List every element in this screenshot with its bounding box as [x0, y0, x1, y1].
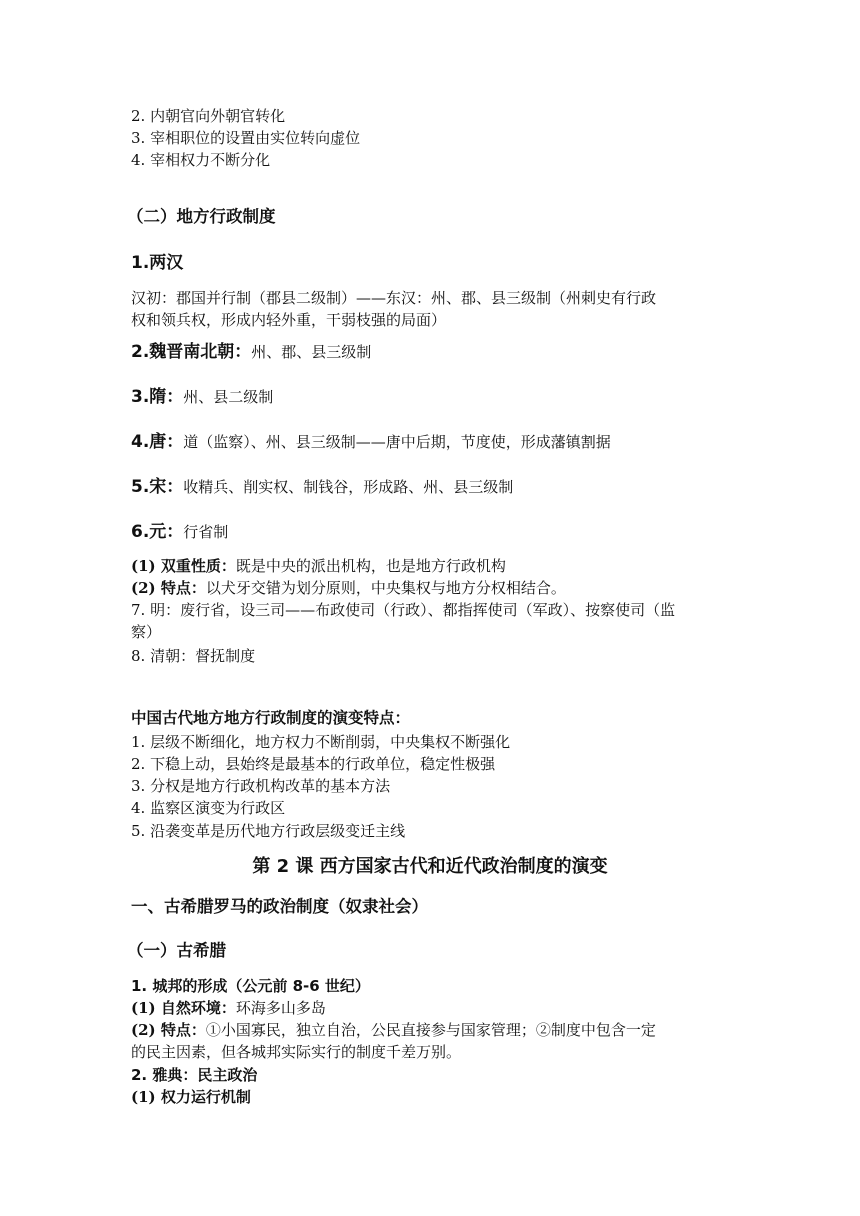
- list-item: [131, 1019, 656, 1041]
- dynasty-row: [131, 431, 611, 453]
- subsection-heading: （一）古希腊: [127, 941, 226, 960]
- point-label: (2) 特点：: [131, 1021, 206, 1039]
- section-heading: 一、古希腊罗马的政治制度（奴隶社会）: [131, 897, 428, 916]
- paragraph-line: 权和领兵权，形成内轻外重，干弱枝强的局面）: [131, 311, 447, 329]
- dynasty-row: [131, 476, 513, 498]
- paragraph-line: 的民主因素，但各城邦实际实行的制度千差万别。: [131, 1043, 462, 1061]
- list-item: 3. 宰相职位的设置由实位转向虚位: [131, 129, 361, 147]
- list-item: 3. 分权是地方行政机构改革的基本方法: [131, 777, 391, 795]
- paragraph-line: (1) 权力运行机制: [131, 1088, 251, 1106]
- dynasty-text: 道（监察）、州、县三级制——唐中后期，节度使，形成藩镇割据: [183, 433, 611, 451]
- dynasty-text: 州、县二级制: [183, 388, 274, 406]
- list-item: 2. 内朝官向外朝官转化: [131, 107, 286, 125]
- point-label: (2) 特点：: [131, 579, 206, 597]
- paragraph-line: 2. 雅典：民主政治: [131, 1066, 258, 1084]
- dynasty-title: 4.唐：: [131, 432, 184, 452]
- paragraph-line: 1. 城邦的形成（公元前 8-6 世纪）: [131, 977, 370, 995]
- paragraph-line: 汉初：郡国并行制（郡县二级制）——东汉：州、郡、县三级制（州刺史有行政: [131, 289, 657, 307]
- dynasty-title: 2.魏晋南北朝：: [131, 342, 252, 362]
- dynasty-text: 收精兵、削实权、制钱谷，形成路、州、县三级制: [183, 478, 514, 496]
- point-text: 既是中央的派出机构，也是地方行政机构: [235, 557, 506, 575]
- list-item: 2. 下稳上动，县始终是最基本的行政单位，稳定性极强: [131, 755, 496, 773]
- subsection-title: 1.两汉: [131, 253, 184, 273]
- dynasty-row: [131, 341, 371, 363]
- dynasty-title: 5.宋：: [131, 477, 184, 497]
- dynasty-text: 行省制: [183, 523, 229, 541]
- point-text: 环海多山多岛: [235, 999, 326, 1017]
- list-item: 1. 层级不断细化，地方权力不断削弱，中央集权不断强化: [131, 733, 511, 751]
- dynasty-row: [131, 521, 228, 543]
- point-label: (1) 自然环境：: [131, 999, 236, 1017]
- list-item: [131, 997, 326, 1019]
- dynasty-title: 3.隋：: [131, 387, 184, 407]
- section-heading: （二）地方行政制度: [127, 207, 276, 226]
- point-label: (1) 双重性质：: [131, 557, 236, 575]
- dynasty-text: 州、郡、县三级制: [251, 343, 372, 361]
- paragraph-line: 察）: [131, 623, 162, 641]
- dynasty-title: 6.元：: [131, 522, 184, 542]
- point-text: 以犬牙交错为划分原则，中央集权与地方分权相结合。: [205, 579, 566, 597]
- lesson-title: 第 2 课 西方国家古代和近代政治制度的演变: [252, 856, 608, 877]
- list-item: [131, 577, 566, 599]
- list-item: 4. 宰相权力不断分化: [131, 151, 271, 169]
- list-item: [131, 555, 506, 577]
- dynasty-row: [131, 386, 273, 408]
- paragraph-line: 8. 清朝：督抚制度: [131, 647, 256, 665]
- features-heading: 中国古代地方地方行政制度的演变特点：: [131, 709, 411, 727]
- list-item: 4. 监察区演变为行政区: [131, 799, 286, 817]
- point-text: ①小国寡民，独立自治，公民直接参与国家管理；②制度中包含一定: [205, 1021, 656, 1039]
- paragraph-line: 7. 明：废行省，设三司——布政使司（行政）、都指挥使司（军政）、按察使司（监: [131, 601, 676, 619]
- list-item: 5. 沿袭变革是历代地方行政层级变迁主线: [131, 822, 406, 840]
